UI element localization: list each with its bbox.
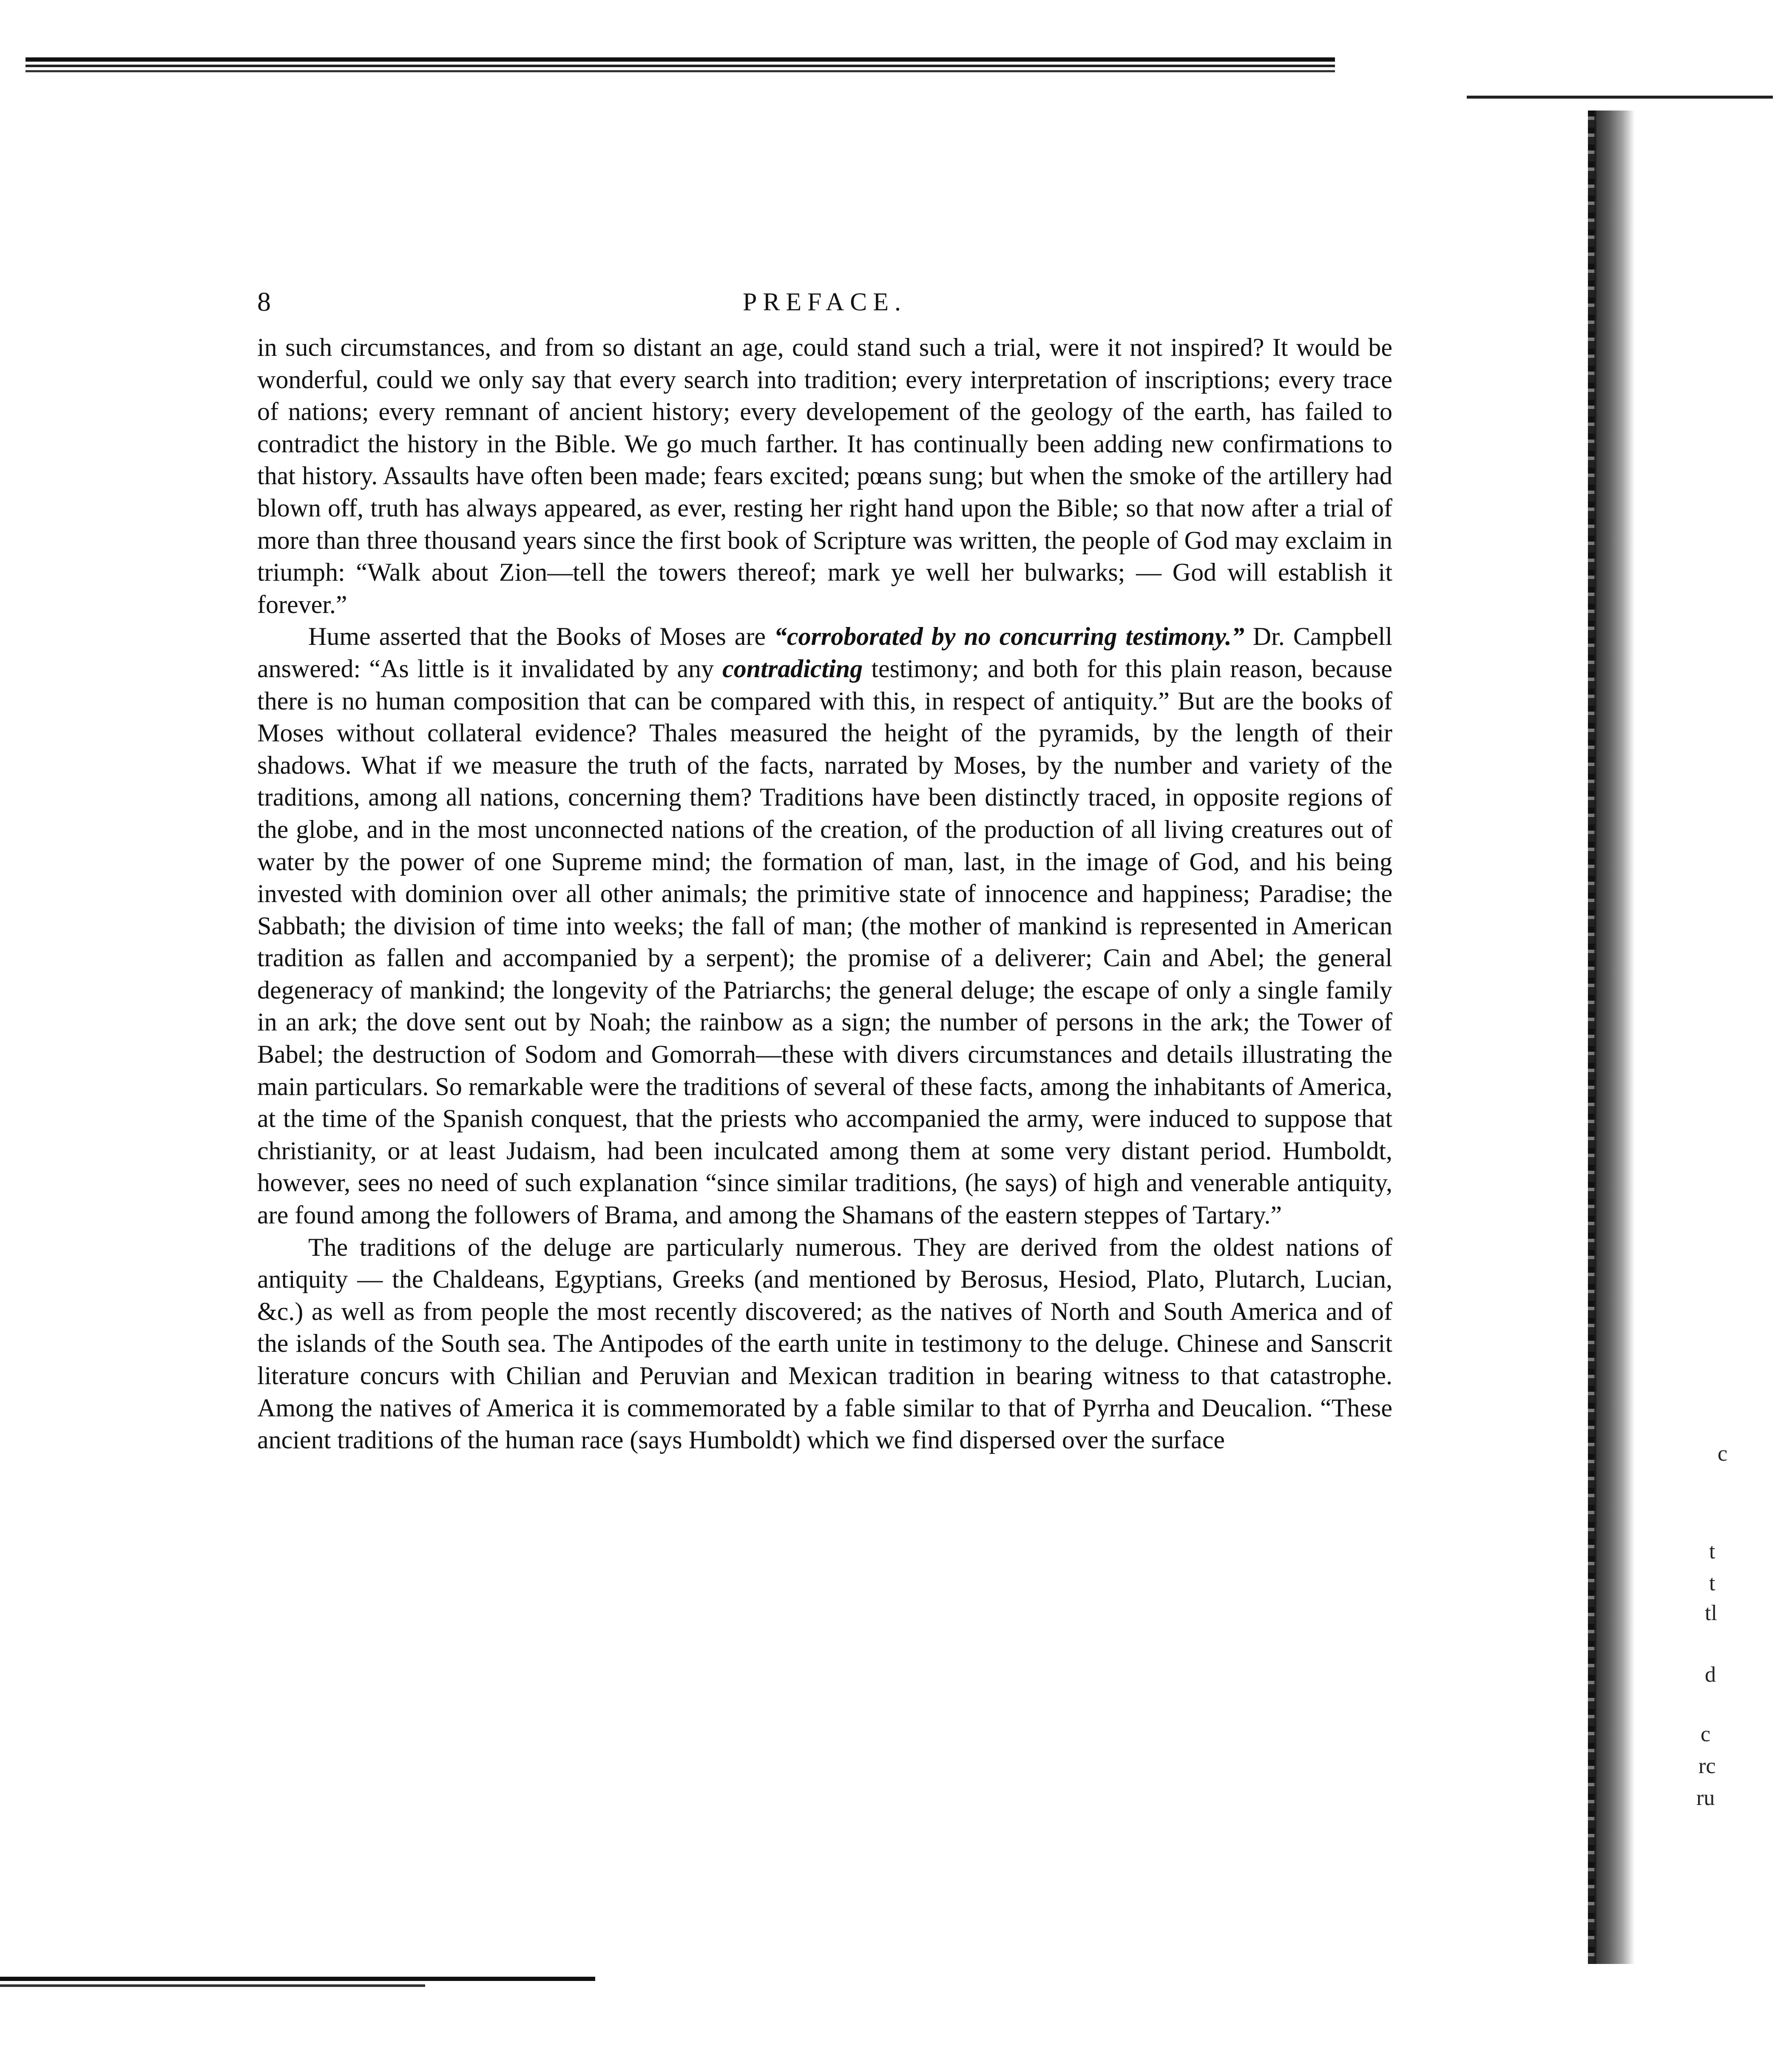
- scan-border-bottom: [0, 1977, 595, 1981]
- page-number: 8: [257, 287, 271, 317]
- paragraph-2-text-c: testimony; and both for this plain reason, because there is no human composition that can be compared with this, in respect of antiquity.” But are the books of Moses without collateral evidence? Thales measured the height of the pyramids, by the length of their shadows. What if we measure the truth of the facts, narrated by Moses, by the number and variety of the traditions, among all nations, concerning them? Traditions have been distinctly traced, in opposite regions of the globe, and in the most unconnected nations of the creation, of the production of all living creatures out of water by the power of one Supreme mind; the formation of man, last, in the image of God, and his being invested with dominion over all other animals; the primitive state of innocence and happiness; Paradise; the Sabbath; the division of time into weeks; the fall of man; (the mother of mankind is represented in American tradition as fallen and accompanied by a serpent); the promise of a deliverer; Cain and Abel; the general degeneracy of mankind; the longevity of the Patriarchs; the general deluge; the escape of only a single family in an ark; the dove sent out by Noah; the rainbow as a sign; the number of persons in the ark; the Tower of Babel; the destruction of Sodom and Gomorrah—these with divers circumstances and details illustrating the main particulars. So remarkable were the traditions of several of these facts, among the inhabitants of America, at the time of the Spanish conquest, that the priests who accompanied the army, were induced to suppose that christianity, or at least Judaism, had been inculcated among them at some very distant period. Humboldt, however, sees no need of such explanation “since similar traditions, (he says) of high and venerable antiquity, are found among the followers of Brama, and among the Shamans of the eastern steppes of Tartary.”: [257, 654, 1393, 1229]
- paragraph-2-emphasis-1: “corroborated by no concurring testimony.”: [774, 622, 1244, 651]
- paragraph-2-text-a: Hume asserted that the Books of Moses are: [308, 622, 774, 651]
- facing-page-fragment: rc: [1698, 1754, 1716, 1778]
- scan-border-bottom-inner: [0, 1984, 425, 1987]
- running-head: PREFACE.: [743, 288, 907, 316]
- facing-page-fragment: tl: [1705, 1601, 1717, 1625]
- paragraph-3: The traditions of the deluge are particularly numerous. They are derived from the oldest nations of antiquity — the Chaldeans, Egyptians, Greeks (and mentioned by Berosus, Hesiod, Plato, Plutarch, Lucian, &c.) as well as from people the most recently discovered; as the natives of North and South America and of the islands of the South sea. The Antipodes of the earth unite in testimony to the deluge. Chinese and Sanscrit literature concurs with Chilian and Peruvian and Mexican tradition in bearing witness to that catastrophe. Among the natives of America it is commemorated by a fable similar to that of Pyrrha and Deucalion. “These ancient traditions of the human race (says Humboldt) which we find dispersed over the surface: [257, 1233, 1392, 1454]
- facing-page-fragment: t: [1709, 1571, 1715, 1595]
- paragraph-1: in such circumstances, and from so distant an age, could stand such a trial, were it not inspired? It would be wonderful, could we only say that every search into tradition; every interpretation of inscriptions; every trace of nations; every remnant of ancient history; every developement of the geology of the earth, has failed to contradict the history in the Bible. We go much farther. It has continually been adding new confirmations to that history. Assaults have often been made; fears excited; pœans sung; but when the smoke of the artillery had blown off, truth has always appeared, as ever, resting her right hand upon the Bible; so that now after a trial of more than three thousand years since the first book of Scripture was written, the people of God may exclaim in triumph: “Walk about Zion—tell the towers thereof; mark ye well her bulwarks; — God will establish it forever.”: [257, 333, 1392, 619]
- facing-page-fragment: d: [1705, 1663, 1716, 1687]
- facing-page-fragment: c: [1701, 1722, 1711, 1746]
- paragraph-2: [257, 621, 1392, 1231]
- facing-page-fragment: t: [1709, 1539, 1715, 1564]
- facing-page-fragment: ru: [1696, 1786, 1715, 1810]
- scan-border-top: [26, 57, 1335, 62]
- scan-border-top-inner: [26, 65, 1335, 67]
- paragraph-2-text-b: Dr. Campbell answered: “As little is it invalidated by any: [257, 622, 1392, 683]
- scan-border-right: [1467, 96, 1773, 99]
- scan-border-top-faint: [26, 70, 1335, 72]
- page-text: [257, 332, 1392, 1456]
- page-header: [257, 276, 1392, 323]
- book-gutter-shadow: [1594, 111, 1635, 1964]
- paragraph-2-emphasis-2: contradicting: [722, 654, 863, 683]
- facing-page-fragment: c: [1718, 1442, 1728, 1466]
